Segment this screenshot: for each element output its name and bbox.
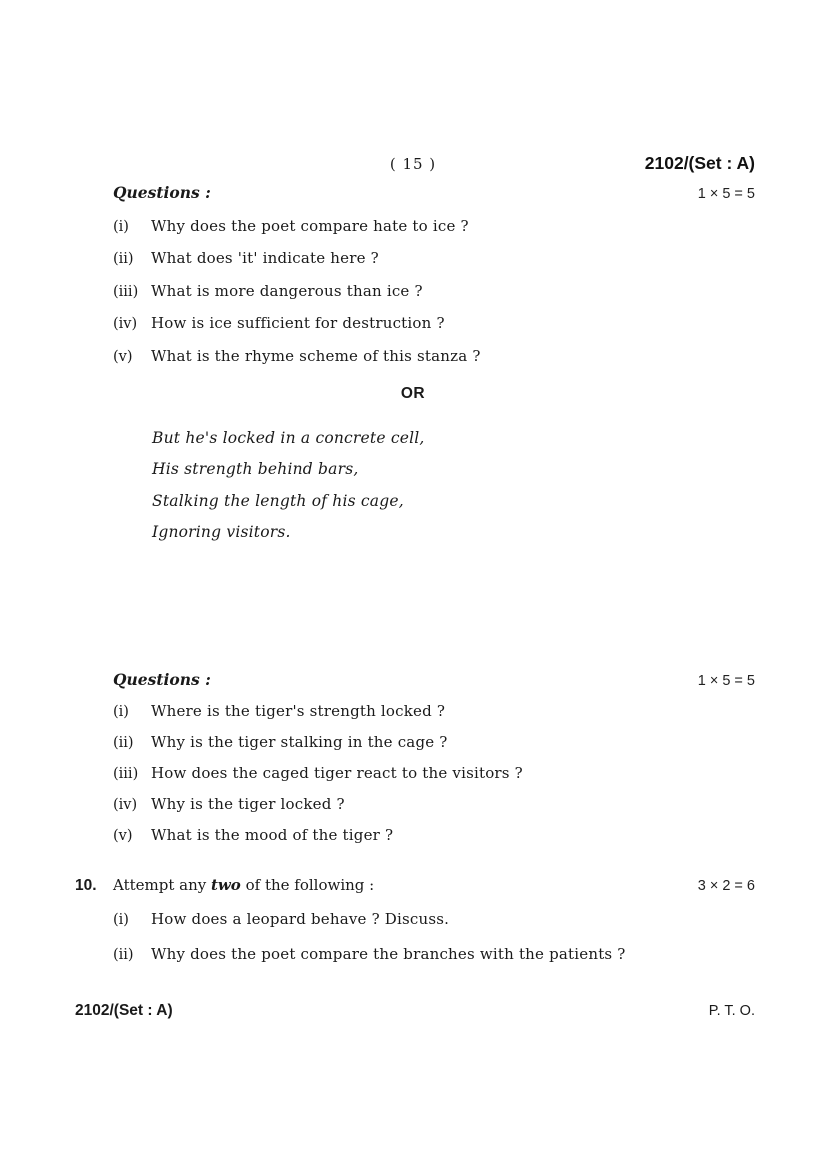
- poem-line: His strength behind bars,: [152, 460, 359, 479]
- list-item: [113, 826, 755, 857]
- list-item: [113, 249, 755, 281]
- item-numeral: (iii): [113, 765, 139, 782]
- list-item: [113, 764, 755, 795]
- question10-text-prefix: Attempt any: [113, 876, 211, 894]
- list-item: [113, 733, 755, 764]
- question10-number: 10.: [75, 877, 97, 894]
- item-text: How does a leopard behave ? Discuss.: [151, 910, 450, 928]
- footer-pto: P. T. O.: [708, 1003, 755, 1019]
- item-numeral: (iv): [113, 796, 138, 813]
- item-numeral: (ii): [113, 734, 134, 751]
- item-text: What is the mood of the tiger ?: [151, 825, 394, 844]
- item-text: Why is the tiger locked ?: [151, 794, 345, 813]
- question10-row: [75, 876, 755, 895]
- item-text: Why does the poet compare the branches with the patients ?: [151, 945, 626, 963]
- item-numeral: (ii): [113, 251, 134, 268]
- item-numeral: (i): [113, 912, 129, 928]
- list-item: [113, 314, 755, 346]
- section1-question-list: [113, 217, 755, 379]
- poem-line: But he's locked in a concrete cell,: [152, 429, 425, 447]
- footer-set-code: 2102/(Set : A): [75, 1002, 173, 1019]
- or-divider: OR: [400, 385, 426, 402]
- poem-stanza: [152, 423, 425, 548]
- item-text: How is ice sufficient for destruction ?: [151, 314, 445, 333]
- poem-line: Stalking the length of his cage,: [152, 491, 404, 510]
- list-item: [113, 910, 755, 945]
- list-item: [113, 795, 755, 826]
- item-numeral: (v): [113, 827, 133, 844]
- poem-line: Ignoring visitors.: [152, 522, 291, 541]
- item-text: Why is the tiger stalking in the cage ?: [151, 732, 448, 751]
- question10-text-bold: two: [210, 876, 241, 894]
- question10-sub-list: [113, 910, 755, 980]
- item-text: What is more dangerous than ice ?: [151, 281, 423, 300]
- section2-heading-row: [113, 670, 755, 689]
- list-item: [113, 282, 755, 314]
- section2-heading: Questions :: [113, 670, 211, 689]
- item-text: What is the rhyme scheme of this stanza ?: [151, 346, 481, 365]
- item-numeral: (ii): [113, 947, 134, 963]
- question10-marks: 3 × 2 = 6: [697, 878, 755, 894]
- page-footer: [75, 1002, 755, 1020]
- section1-heading: Questions :: [113, 183, 211, 202]
- question10-text: [113, 876, 698, 894]
- item-text: Why does the poet compare hate to ice ?: [151, 217, 469, 235]
- item-numeral: (i): [113, 704, 129, 720]
- list-item: [113, 347, 755, 379]
- item-numeral: (iii): [113, 283, 139, 300]
- section2-question-list: [113, 702, 755, 856]
- item-numeral: (i): [113, 219, 129, 235]
- set-code-header: 2102/(Set : A): [644, 153, 755, 173]
- list-item: [113, 217, 755, 249]
- list-item: [113, 945, 755, 980]
- item-text: What does 'it' indicate here ?: [151, 249, 379, 268]
- section1-heading-row: [113, 183, 755, 202]
- question10-text-suffix: of the following :: [240, 876, 375, 894]
- page-header: [0, 155, 826, 181]
- item-numeral: (v): [113, 348, 133, 365]
- page-number: ( 15 ): [389, 155, 437, 173]
- item-numeral: (iv): [113, 316, 138, 333]
- item-text: Where is the tiger's strength locked ?: [151, 702, 446, 720]
- list-item: [113, 702, 755, 733]
- section1-marks: 1 × 5 = 5: [697, 186, 755, 202]
- section2-marks: 1 × 5 = 5: [697, 673, 755, 689]
- item-text: How does the caged tiger react to the visitors ?: [151, 763, 523, 782]
